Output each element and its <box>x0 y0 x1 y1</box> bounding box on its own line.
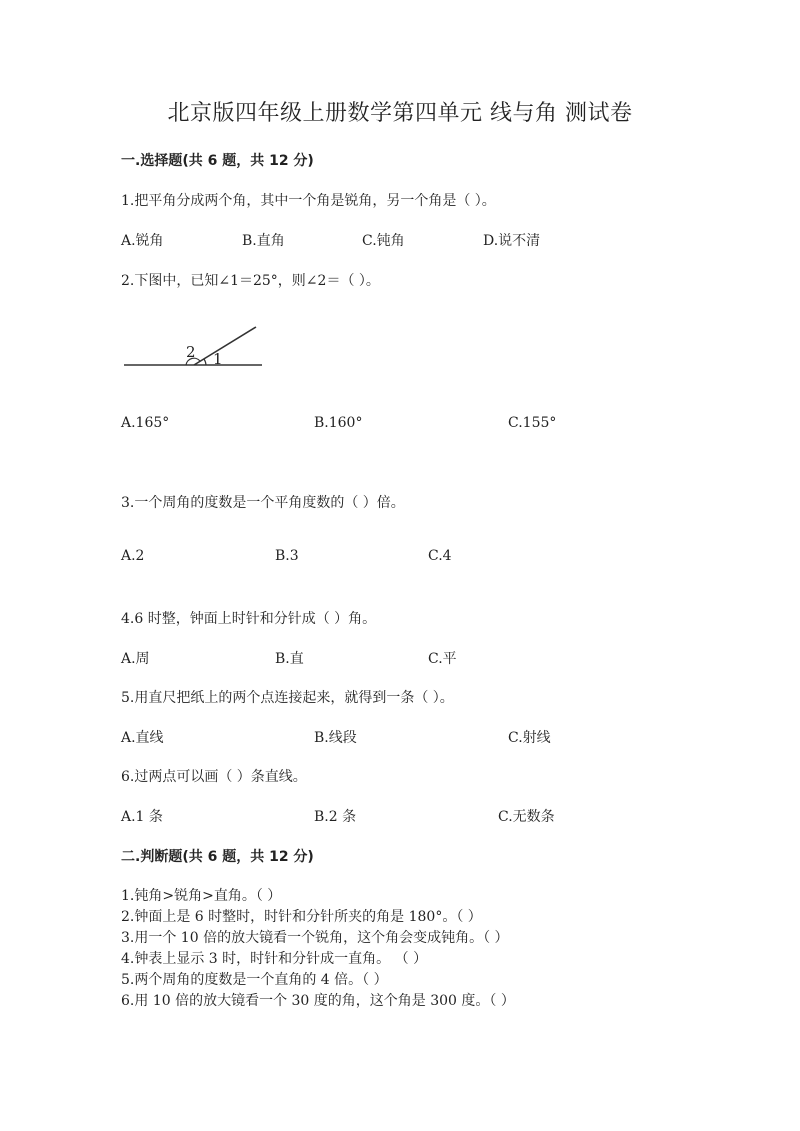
q4-option-b: B.直 <box>275 651 304 667</box>
angle-1-arc <box>204 359 206 365</box>
judgement-item-6: 6.用 10 倍的放大镜看一个 30 度的角，这个角是 300 度。（ ） <box>121 993 515 1009</box>
angle-2-label: 2 <box>186 343 196 361</box>
page-title: 北京版四年级上册数学第四单元 线与角 测试卷 <box>167 101 633 126</box>
q6-option-a: A.1 条 <box>121 809 163 825</box>
q3-option-b: B.3 <box>275 548 299 564</box>
judgement-item-1: 1.钝角>锐角>直角。（ ） <box>121 888 282 904</box>
q5-option-c: C.射线 <box>508 730 551 746</box>
judgement-item-3: 3.用一个 10 倍的放大镜看一个锐角，这个角会变成钝角。（ ） <box>121 930 509 946</box>
q3-option-c: C.4 <box>428 548 452 564</box>
angle-1-label: 1 <box>213 350 223 368</box>
q6-option-b: B.2 条 <box>314 809 357 825</box>
question-2-text: 2.下图中，已知∠1＝25°，则∠2＝（ ）。 <box>121 273 380 289</box>
q1-option-b: B.直角 <box>242 233 285 249</box>
judgement-item-5: 5.两个周角的度数是一个直角的 4 倍。（ ） <box>121 972 388 988</box>
question-6-text: 6.过两点可以画（ ）条直线。 <box>121 769 307 785</box>
judgement-item-4: 4.钟表上显示 3 时，时针和分针成一直角。 （ ） <box>121 951 428 967</box>
q1-option-c: C.钝角 <box>362 233 405 249</box>
q2-option-a: A.165° <box>121 415 170 431</box>
q6-option-c: C.无数条 <box>498 809 555 825</box>
angle-figure-ray <box>194 327 256 365</box>
q2-option-b: B.160° <box>314 415 363 431</box>
question-3-text: 3.一个周角的度数是一个平角度数的（ ）倍。 <box>121 495 405 511</box>
question-5-text: 5.用直尺把纸上的两个点连接起来，就得到一条（ ）。 <box>121 690 454 706</box>
question-4-text: 4.6 时整，钟面上时针和分针成（ ）角。 <box>121 611 377 627</box>
q5-option-a: A.直线 <box>121 730 164 746</box>
q4-option-a: A.周 <box>121 651 150 667</box>
q4-option-c: C.平 <box>428 651 457 667</box>
section-heading-judgement: 二.判断题(共 6 题，共 12 分) <box>121 849 314 865</box>
section-heading-choice: 一.选择题(共 6 题，共 12 分) <box>121 153 314 169</box>
angle-figure <box>120 320 270 372</box>
q2-option-c: C.155° <box>508 415 557 431</box>
judgement-item-2: 2.钟面上是 6 时整时，时针和分针所夹的角是 180°。（ ） <box>121 909 482 925</box>
q1-option-d: D.说不清 <box>483 233 541 249</box>
q5-option-b: B.线段 <box>314 730 357 746</box>
question-1-text: 1.把平角分成两个角，其中一个角是锐角，另一个角是（ ）。 <box>121 193 496 209</box>
q3-option-a: A.2 <box>121 548 145 564</box>
q1-option-a: A.锐角 <box>121 233 164 249</box>
